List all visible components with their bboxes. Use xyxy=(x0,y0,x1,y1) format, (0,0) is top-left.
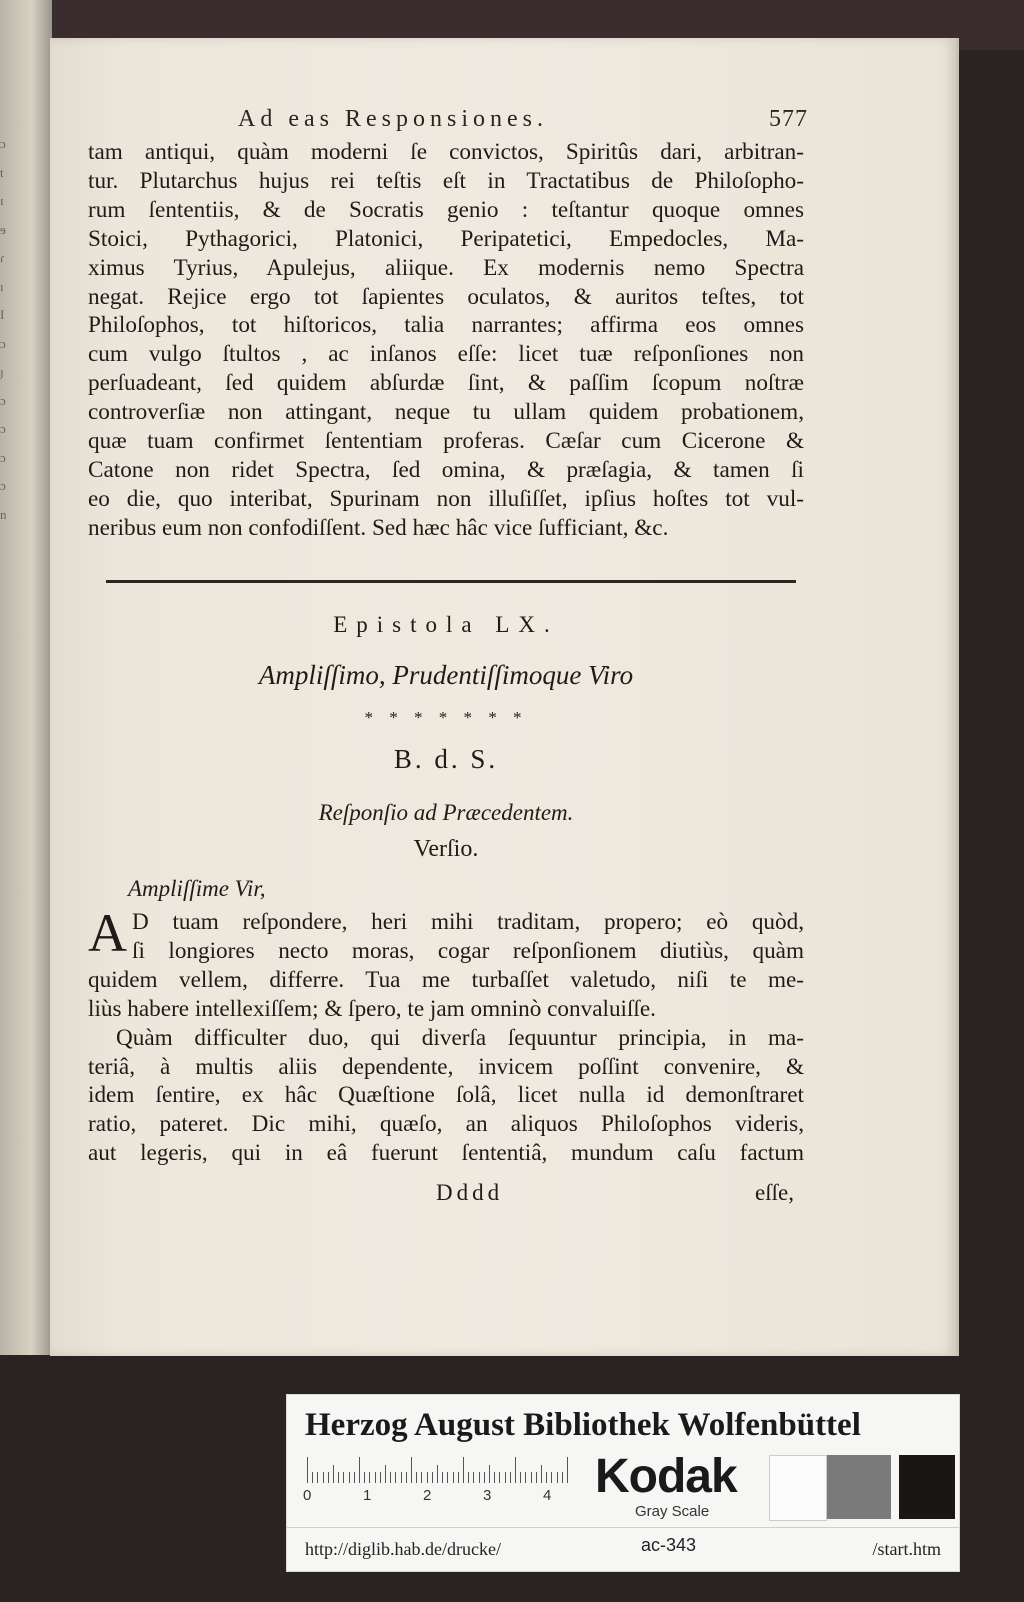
ruler-tick xyxy=(416,1472,417,1483)
ruler-tick xyxy=(473,1472,474,1483)
page-number: 577 xyxy=(769,106,808,132)
ruler-tick xyxy=(525,1472,526,1483)
ruler-tick xyxy=(359,1457,360,1483)
ruler-tick xyxy=(437,1465,438,1483)
ruler-tick xyxy=(510,1472,511,1483)
ruler-tick xyxy=(463,1457,464,1483)
ruler-tick xyxy=(328,1472,329,1483)
body-line: cum vulgo ſtultos , ac inſanos eſſe: licet tuæ reſponſiones non xyxy=(88,341,804,368)
ruler-tick xyxy=(505,1472,506,1483)
ruler-tick xyxy=(338,1472,339,1483)
body-line: tam antiqui, quàm moderni ſe convictos, Spiritûs dari, arbitran- xyxy=(88,139,804,165)
ruler-tick xyxy=(442,1472,443,1483)
black-swatch xyxy=(899,1455,955,1519)
ruler-tick xyxy=(499,1472,500,1483)
letter-line: idem ſentire, ex hâc Quæſtione ſolâ, licet nulla id demonſtraret xyxy=(88,1082,804,1109)
ruler-tick xyxy=(369,1472,370,1483)
letter-text xyxy=(88,903,804,1168)
responsio-heading: Reſponſio ad Præcedentem. xyxy=(318,800,574,825)
adjacent-page-letter: ɔ xyxy=(0,136,6,151)
ruler-tick xyxy=(515,1457,516,1483)
letter-line: quidem vellem, differre. Tua me turbaſſet valetudo, niſi te me- xyxy=(88,966,804,993)
ruler-tick xyxy=(567,1457,568,1483)
adjacent-page-letter: t xyxy=(0,164,4,180)
white-swatch xyxy=(769,1455,827,1521)
adjacent-page-letter: ɔ xyxy=(0,421,6,436)
kodak-logo: Kodak xyxy=(595,1450,737,1503)
epistola-heading: Epistola LX. xyxy=(333,612,559,637)
digital-library-url[interactable]: http://diglib.hab.de/drucke/ xyxy=(305,1539,501,1559)
signature-mark: Dddd xyxy=(436,1180,504,1205)
ruler-tick xyxy=(557,1472,558,1483)
card-divider xyxy=(287,1527,959,1528)
ruler-tick xyxy=(401,1472,402,1483)
body-line: Catone non ridet Spectra, ſed omina, & præſagia, & tamen ſi xyxy=(88,456,804,483)
adjacent-page-letter: ɪ xyxy=(0,193,4,208)
body-line: controverſiæ non attingant, neque tu ullam quidem probationem, xyxy=(88,399,804,426)
body-line: ximus Tyrius, Apulejus, aliique. Ex modernis nemo Spectra xyxy=(88,254,804,281)
adjacent-page-letters xyxy=(0,130,14,529)
ruler-tick xyxy=(531,1472,532,1483)
ruler-tick xyxy=(536,1472,537,1483)
gray-swatch xyxy=(827,1455,891,1519)
ruler-number: 0 xyxy=(303,1487,312,1504)
start-page-url[interactable]: /start.htm xyxy=(872,1539,941,1559)
running-head xyxy=(238,106,808,136)
section-rule xyxy=(106,580,796,583)
adjacent-page-letter: ȷ xyxy=(0,364,4,379)
ruler-tick xyxy=(333,1465,334,1483)
ruler-tick xyxy=(421,1472,422,1483)
ruler-tick xyxy=(447,1472,448,1483)
letter-line: aut legeris, qui in eâ fuerunt ſententiâ, mundum caſu factum xyxy=(88,1140,804,1167)
body-text xyxy=(88,138,804,543)
body-line: negat. Rejice ergo tot ſapientes oculatos, & auritos teſtes, tot xyxy=(88,283,804,310)
ruler-tick xyxy=(458,1472,459,1483)
ruler-tick xyxy=(479,1472,480,1483)
letter-line: Quàm difficulter duo, qui diverſa ſequuntur principia, in ma- xyxy=(116,1024,804,1051)
gray-scale-label: Gray Scale xyxy=(635,1503,710,1520)
body-line: Stoici, Pythagorici, Platonici, Peripatetici, Empedocles, Ma- xyxy=(88,225,804,252)
ruler-tick xyxy=(406,1472,407,1483)
ruler-tick xyxy=(343,1472,344,1483)
ruler-tick xyxy=(395,1472,396,1483)
ruler-tick xyxy=(551,1472,552,1483)
ruler-tick xyxy=(317,1472,318,1483)
ruler-tick xyxy=(354,1472,355,1483)
adjacent-page-letter: ɘ xyxy=(0,221,6,237)
ruler-number: 2 xyxy=(423,1487,432,1504)
letter-line: teriâ, à multis aliis dependente, invicem poſſint convenire, & xyxy=(88,1053,804,1080)
ruler-tick xyxy=(427,1472,428,1483)
ruler-tick xyxy=(432,1472,433,1483)
shelfmark-id: ac-343 xyxy=(641,1535,697,1555)
adjacent-page-letter: ɾ xyxy=(0,250,5,265)
body-line: quæ tuam confirmet ſententiam proferas. Cæſar cum Cicerone & xyxy=(88,428,804,455)
adjacent-page-letter: ɔ xyxy=(0,449,6,465)
ruler-number: 4 xyxy=(543,1487,552,1504)
adjacent-page-letter: ı xyxy=(0,278,4,294)
ruler-tick xyxy=(390,1472,391,1483)
catchword: eſſe, xyxy=(755,1180,794,1205)
adjacent-page-letter: ɔ xyxy=(0,335,6,351)
ruler-tick xyxy=(349,1472,350,1483)
ruler-tick xyxy=(562,1472,563,1483)
ruler-tick xyxy=(380,1472,381,1483)
ruler-tick xyxy=(494,1472,495,1483)
letter-line: liùs habere intellexiſſem; & ſpero, te jam omninò convaluiſſe. xyxy=(88,995,656,1022)
ruler-tick xyxy=(489,1465,490,1483)
body-line: perſuadeant, ſed quidem abſurdæ ſint, & paſſim ſcopum noſtræ xyxy=(88,370,804,397)
ruler-tick xyxy=(468,1472,469,1483)
body-line: rum ſententiis, & de Socratis genio : teſtantur quoque omnes xyxy=(88,196,804,223)
ruler-tick xyxy=(323,1472,324,1483)
adjacent-page-letter: ɔ xyxy=(0,478,6,493)
ruler-tick xyxy=(520,1472,521,1483)
adjacent-page-letter: I xyxy=(0,307,5,322)
ruler-tick xyxy=(411,1457,412,1483)
versio-heading: Verſio. xyxy=(413,836,479,862)
body-line: eo die, quo interibat, Spurinam non illuſiſſet, ipſius hoſtes tot vul- xyxy=(88,485,804,512)
adjacent-page-letter: n xyxy=(0,506,7,522)
anonymity-stars: * * * * * * * xyxy=(364,708,528,727)
ruler-tick xyxy=(307,1457,308,1483)
ruler-tick xyxy=(484,1472,485,1483)
ruler-tick xyxy=(312,1472,313,1483)
library-color-card xyxy=(286,1394,960,1572)
body-line: tur. Plutarchus hujus rei teſtis eſt in Tractatibus de Philoſopho- xyxy=(88,167,804,194)
ruler-number: 3 xyxy=(483,1487,492,1504)
ruler-tick xyxy=(541,1465,542,1483)
adjacent-page-letter: ɔ xyxy=(0,392,6,408)
body-line: Philoſophos, tot hiſtoricos, talia narrantes; affirma eos omnes xyxy=(88,312,804,339)
ruler-tick xyxy=(453,1472,454,1483)
body-line: neribus eum non confodiſſent. Sed hæc hâc vice ſufficiant, &c. xyxy=(88,514,669,541)
running-head-title: Ad eas Responsiones. xyxy=(238,106,548,132)
adjacent-page-edge xyxy=(0,0,52,1355)
addressee-line: Ampliſſimo, Prudentiſſimoque Viro xyxy=(258,660,634,690)
letter-line: ratio, pateret. Dic mihi, quæſo, an aliquos Philoſophos videris, xyxy=(88,1111,804,1138)
ruler-tick xyxy=(375,1472,376,1483)
letter-line: D tuam reſpondere, heri mihi traditam, propero; eò quòd, xyxy=(132,909,804,935)
library-name: Herzog August Bibliothek Wolfenbüttel xyxy=(305,1407,861,1443)
letter-line: ſi longiores necto moras, cogar reſponſionem diutiùs, quàm xyxy=(132,937,804,964)
drop-cap: A xyxy=(88,903,127,963)
salutation: Ampliſſime Vir, xyxy=(128,876,266,901)
ruler-tick xyxy=(385,1465,386,1483)
ruler-tick xyxy=(546,1472,547,1483)
ruler-number: 1 xyxy=(363,1487,372,1504)
ruler-tick xyxy=(364,1472,365,1483)
measurement-ruler xyxy=(307,1457,577,1483)
author-initials: B. d. S. xyxy=(393,744,499,774)
